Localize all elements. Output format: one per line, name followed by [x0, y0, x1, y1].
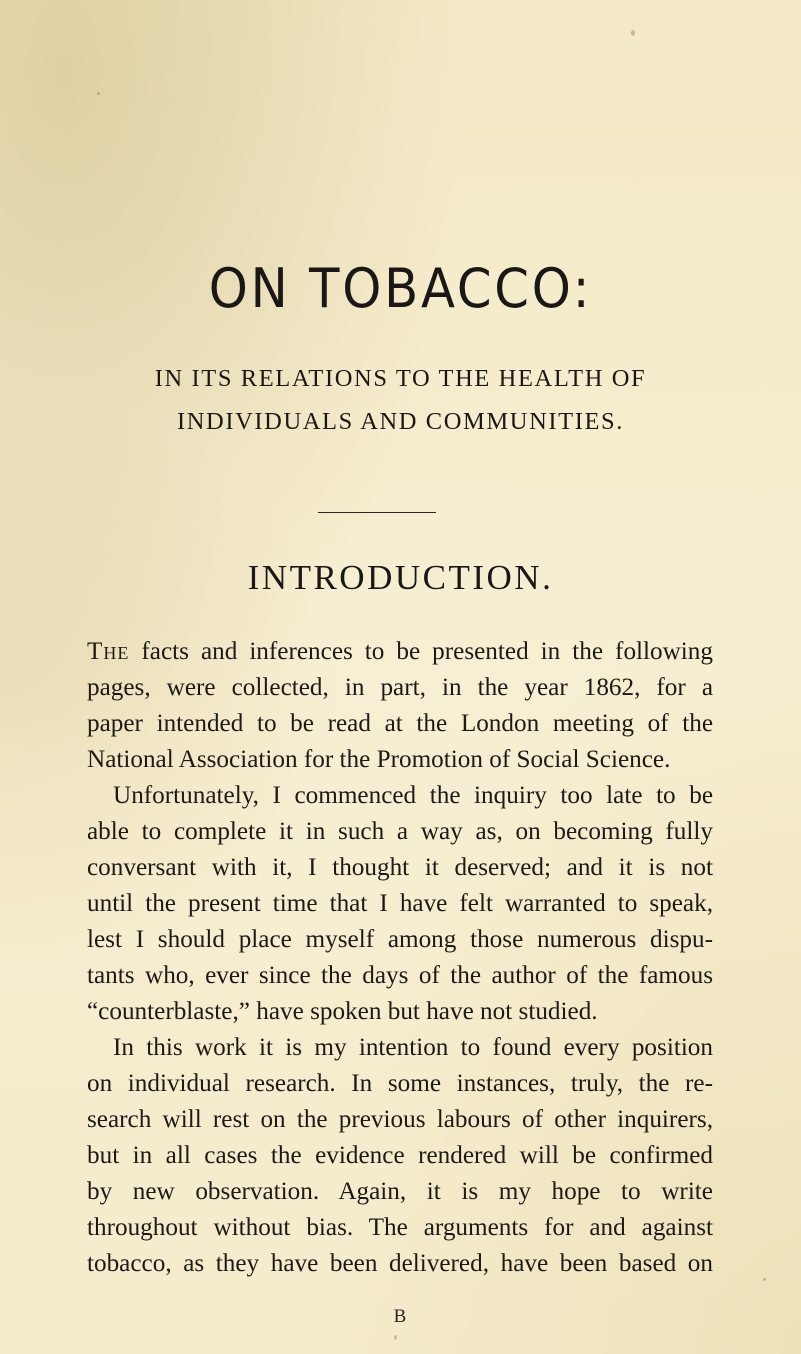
subtitle-line: IN ITS RELATIONS TO THE HEALTH OF	[154, 365, 647, 392]
text-line: but in all cases the evidence rendered will be confirmed	[87, 1142, 713, 1169]
text-line: by new observation. Again, it is my hope to write	[87, 1178, 713, 1205]
text-line: until the present time that I have felt warranted to speak,	[87, 890, 713, 917]
text-line: pages, were collected, in part, in the year 1862, for a	[87, 674, 713, 701]
text-line-rest: facts and inferences to be presented in the following	[129, 638, 713, 665]
subtitle-line: INDIVIDUALS AND COMMUNITIES.	[177, 408, 624, 435]
text-line	[87, 634, 713, 670]
text-line: able to complete it in such a way as, on becoming fully	[87, 818, 713, 845]
text-line: search will rest on the previous labours of other inquirers,	[87, 1106, 713, 1133]
lead-word: The	[87, 638, 130, 665]
section-heading: INTRODUCTION.	[247, 558, 554, 597]
paper-speck	[763, 1278, 766, 1281]
signature-mark: B	[393, 1306, 408, 1327]
text-line: paper intended to be read at the London meeting of the	[87, 710, 713, 737]
page-title: ON TOBACCO:	[208, 257, 593, 320]
text-line: “counterblaste,” have spoken but have not studied.	[87, 998, 598, 1025]
text-line: Unfortunately, I commenced the inquiry too late to be	[113, 782, 713, 809]
body-text	[87, 634, 713, 1282]
subtitle	[0, 357, 801, 443]
text-line: In this work it is my intention to found every position	[113, 1034, 713, 1061]
text-line: throughout without bias. The arguments for and against	[87, 1214, 713, 1241]
divider-rule	[318, 512, 436, 513]
text-line: on individual research. In some instances, truly, the re-	[87, 1070, 713, 1097]
paper-speck	[97, 92, 100, 95]
text-line: tants who, ever since the days of the author of the famous	[87, 962, 713, 989]
text-line: National Association for the Promotion of Social Science.	[87, 746, 671, 773]
text-line: conversant with it, I thought it deserved; and it is not	[87, 854, 713, 881]
paper-speck	[394, 1335, 397, 1340]
text-line: tobacco, as they have been delivered, have been based on	[87, 1250, 713, 1277]
text-line: lest I should place myself among those numerous dispu-	[87, 926, 713, 953]
paper-speck	[631, 30, 635, 36]
